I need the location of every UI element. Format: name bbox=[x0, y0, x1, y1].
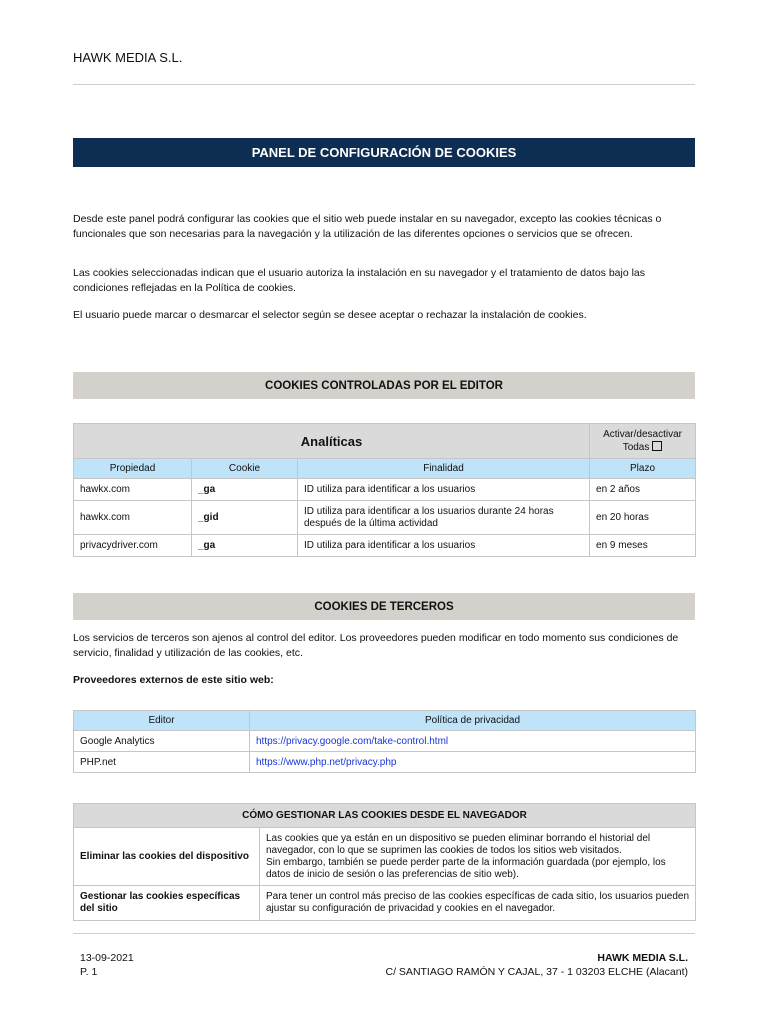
privacy-policy-link[interactable]: https://privacy.google.com/take-control.html bbox=[256, 735, 449, 747]
editor-section-title: COOKIES CONTROLADAS POR EL EDITOR bbox=[73, 372, 695, 399]
cell-property: hawkx.com bbox=[74, 479, 192, 501]
table-row bbox=[74, 731, 696, 752]
toggle-all-checkbox[interactable] bbox=[652, 441, 662, 451]
table-row bbox=[74, 828, 696, 886]
page-title: PANEL DE CONFIGURACIÓN DE COOKIES bbox=[73, 138, 695, 167]
footer-date: 13-09-2021 bbox=[80, 952, 134, 964]
header-divider bbox=[73, 84, 695, 85]
table-row bbox=[74, 752, 696, 773]
intro-paragraph-2: Las cookies seleccionadas indican que el usuario autoriza la instalación en su navegador y el tratamiento de datos bajo las condiciones reflejadas en la Política de cookies. bbox=[73, 267, 646, 294]
footer-company: HAWK MEDIA S.L. bbox=[597, 952, 688, 964]
row-text-line: Las cookies que ya están en un dispositivo se pueden eliminar borrando el historial del navegador, con lo que se suprimen las cookies de todos los sitios web visitados. bbox=[266, 832, 651, 856]
cell-purpose: ID utiliza para identificar a los usuarios durante 24 horas después de la última actividad bbox=[298, 501, 590, 535]
column-header: Editor bbox=[74, 711, 250, 731]
privacy-policy-link[interactable]: https://www.php.net/privacy.php bbox=[256, 756, 397, 768]
cell-property: hawkx.com bbox=[74, 501, 192, 535]
footer-right bbox=[386, 951, 688, 979]
analytics-group-title: Analíticas bbox=[74, 424, 590, 459]
toggle-all-cell bbox=[590, 424, 696, 459]
browser-management-table bbox=[73, 803, 696, 921]
browser-management-title: CÓMO GESTIONAR LAS COOKIES DESDE EL NAVEGADOR bbox=[74, 804, 696, 828]
analytics-cookies-table bbox=[73, 423, 696, 557]
company-header: HAWK MEDIA S.L. bbox=[73, 50, 183, 65]
row-text-line: Sin embargo, también se puede perder parte de la información guardada (por ejemplo, los datos de inicio de sesión o las preferencias de sitio web). bbox=[266, 856, 666, 880]
third-party-section-title: COOKIES DE TERCEROS bbox=[73, 593, 695, 620]
cell-privacy-policy bbox=[250, 752, 696, 773]
providers-table bbox=[73, 710, 696, 773]
toggle-label: Activar/desactivar bbox=[603, 428, 682, 440]
footer-address: C/ SANTIAGO RAMÓN Y CAJAL, 37 - 1 03203 ELCHE (Alacant) bbox=[385, 966, 688, 978]
cell-editor: Google Analytics bbox=[74, 731, 250, 752]
cell-purpose: ID utiliza para identificar a los usuarios bbox=[298, 479, 590, 501]
cell-cookie: _gid bbox=[192, 501, 298, 535]
row-text: Para tener un control más preciso de las cookies específicas de cada sitio, los usuarios pueden ajustar su configuración de privacidad y cookies en el navegador. bbox=[260, 886, 696, 921]
intro-paragraph-3: El usuario puede marcar o desmarcar el selector según se desee aceptar o rechazar la instalación de cookies. bbox=[73, 309, 587, 321]
cell-property: privacydriver.com bbox=[74, 535, 192, 557]
row-label: Gestionar las cookies específicas del sitio bbox=[74, 886, 260, 921]
column-header: Cookie bbox=[192, 459, 298, 479]
toggle-all-control[interactable] bbox=[596, 441, 689, 454]
column-header: Plazo bbox=[590, 459, 696, 479]
footer-page-number: P. 1 bbox=[80, 966, 98, 978]
providers-label: Proveedores externos de este sitio web: bbox=[73, 674, 274, 686]
table-row bbox=[74, 479, 696, 501]
third-party-text: Los servicios de terceros son ajenos al control del editor. Los proveedores pueden modificar en todo momento sus condiciones de servicio, finalidad y utilización de las cookies, etc. bbox=[73, 632, 679, 659]
table-row bbox=[74, 535, 696, 557]
row-label: Eliminar las cookies del dispositivo bbox=[74, 828, 260, 886]
table-row bbox=[74, 886, 696, 921]
row-text bbox=[260, 828, 696, 886]
cell-term: en 20 horas bbox=[590, 501, 696, 535]
cell-term: en 9 meses bbox=[590, 535, 696, 557]
footer-divider bbox=[73, 933, 695, 934]
toggle-all-label: Todas bbox=[622, 441, 650, 453]
cell-purpose: ID utiliza para identificar a los usuarios bbox=[298, 535, 590, 557]
cell-cookie: _ga bbox=[192, 479, 298, 501]
footer-left bbox=[80, 951, 134, 979]
column-header: Propiedad bbox=[74, 459, 192, 479]
column-header: Finalidad bbox=[298, 459, 590, 479]
cell-privacy-policy bbox=[250, 731, 696, 752]
cell-editor: PHP.net bbox=[74, 752, 250, 773]
intro-paragraph-1: Desde este panel podrá configurar las cookies que el sitio web puede instalar en su navegador, excepto las cookies técnicas o funcionales que son necesarias para la navegación y la utilización de las diferentes opciones o servicios que se ofrecen. bbox=[73, 213, 662, 240]
column-header: Política de privacidad bbox=[250, 711, 696, 731]
cell-term: en 2 años bbox=[590, 479, 696, 501]
table-row bbox=[74, 501, 696, 535]
cell-cookie: _ga bbox=[192, 535, 298, 557]
